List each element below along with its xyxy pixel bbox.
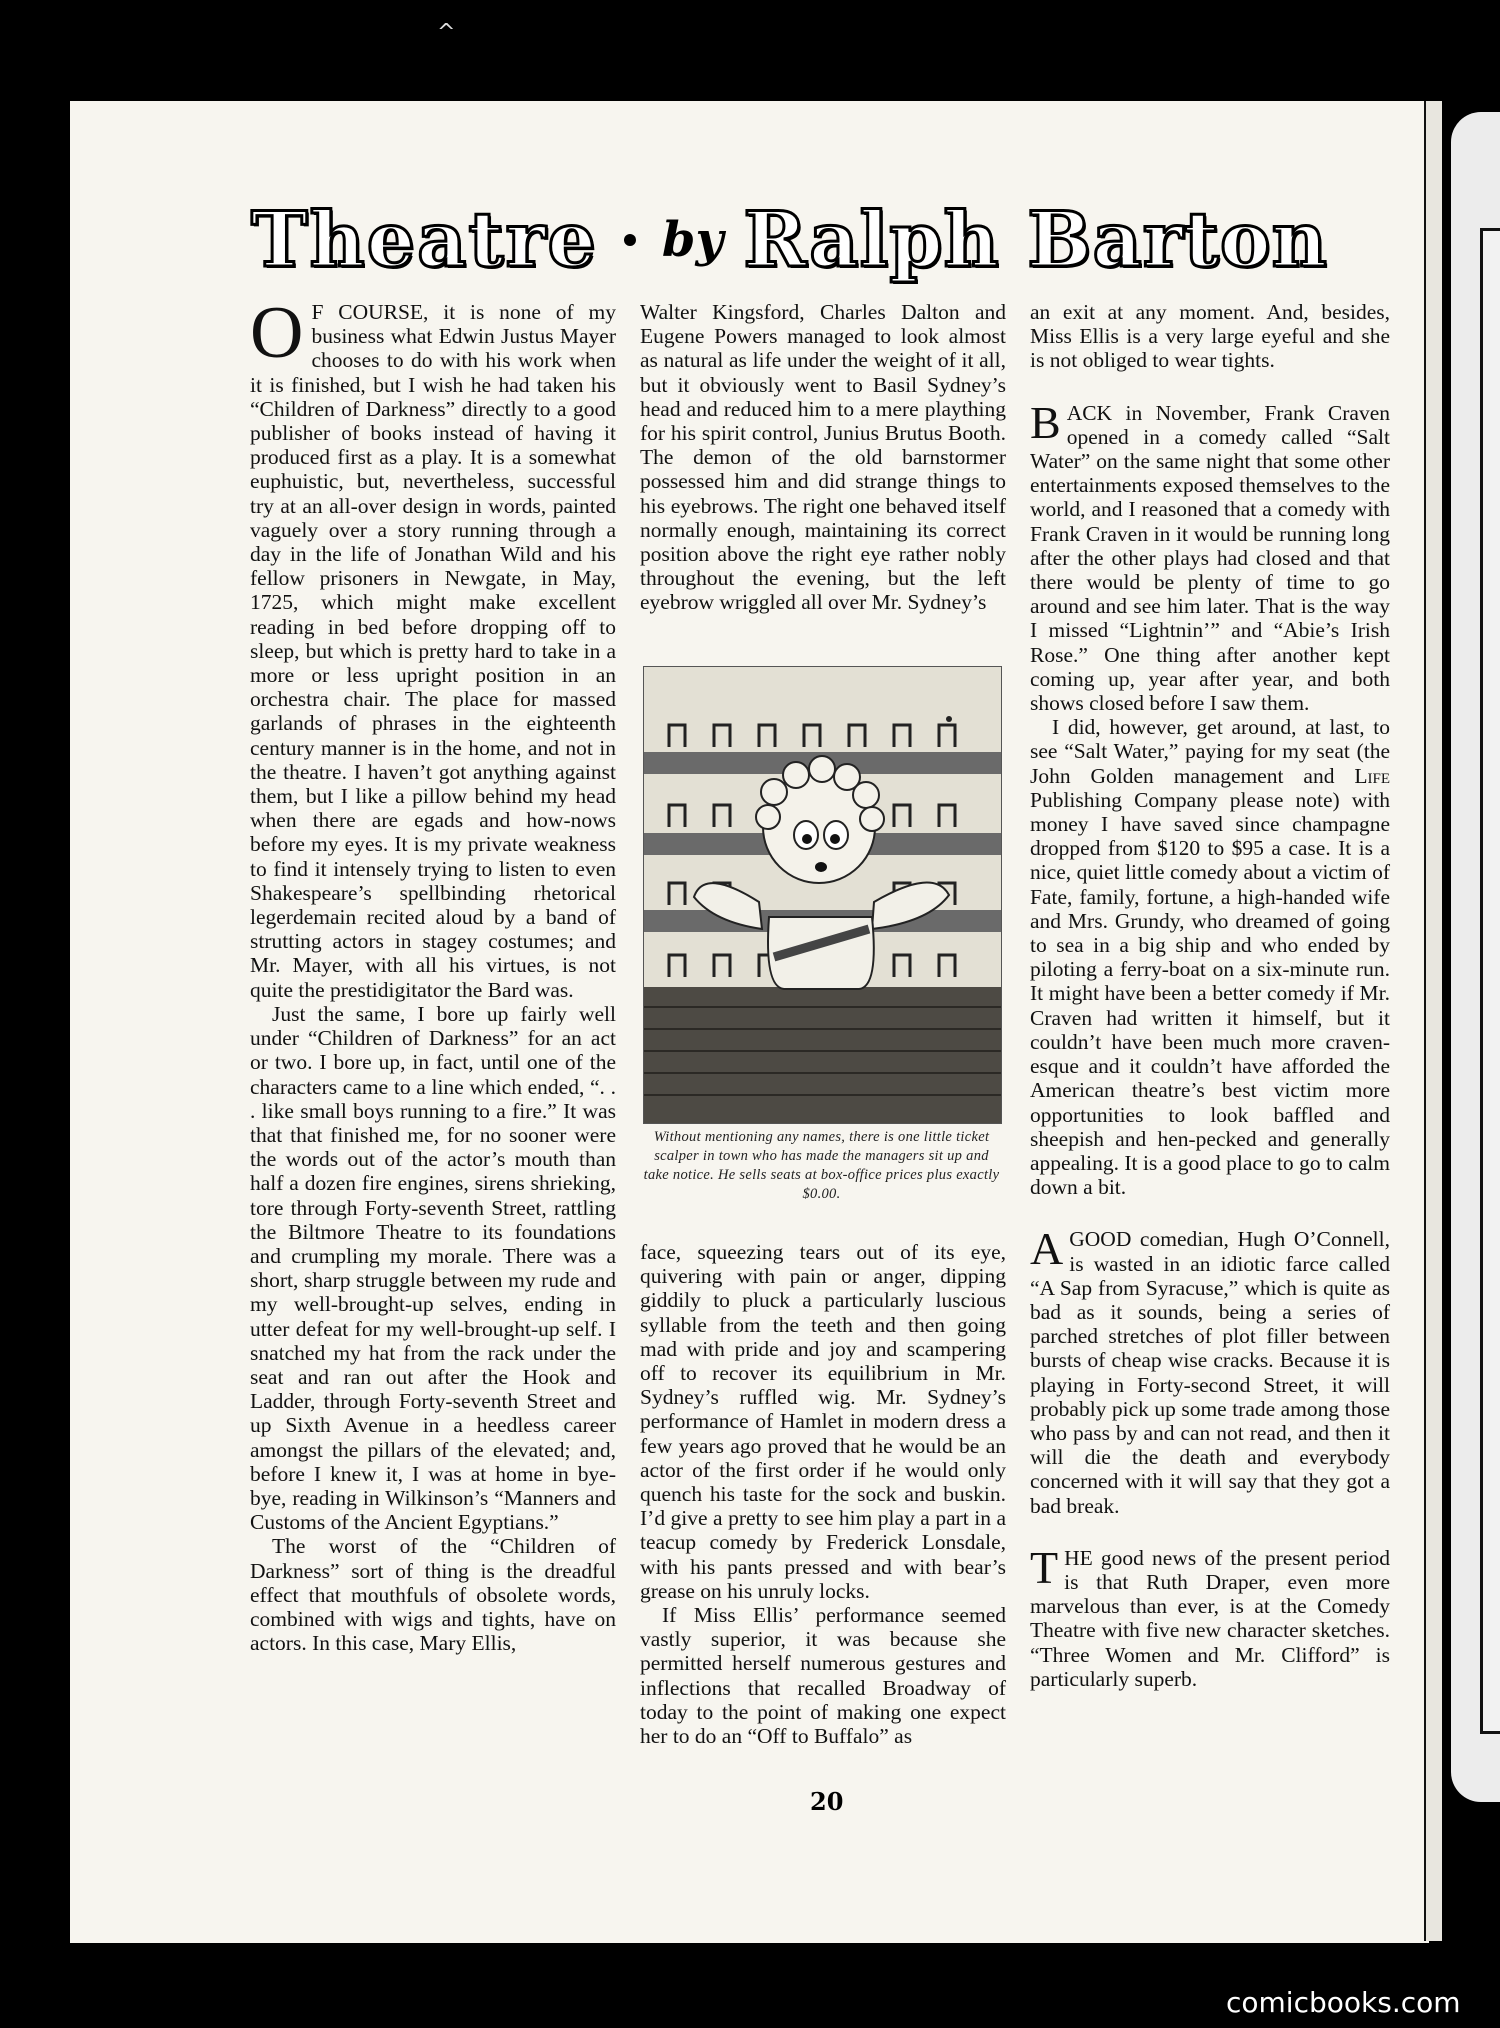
site-watermark: comicbooks.com <box>1226 1986 1461 2019</box>
column-2-bottom <box>640 1240 1006 1748</box>
paragraph: O F COURSE, it is none of my business what Edwin Justus Mayer chooses to do with his work when it is finished, but I wish he had taken his “Children of Darkness” directly to a good publisher of books instead of having it produced first as a play. It is a somewhat euphuistic, but, nevertheless, successful try at an all-over design in words, painted vaguely over a story running through a day in the life of Jonathan Wild and his fellow prisoners in Newgate, in May, 1725, which might make excellent reading in bed before dropping off to sleep, but which is pretty hard to take in a more or less upright position in an orchestra chair. The place for massed garlands of phrases in the eighteenth century manner is in the home, and not in the theatre. I haven’t got anything against them, but I like a pillow behind my head when there are egads and how-nows before my eyes. It is my private weakness to find it intensely trying to listen to even Shakespeare’s spellbinding rhetorical legerdemain recited aloud by a band of strutting actors in stagey costumes; and Mr. Mayer, with all his virtues, is not quite the prestidigitator the Bard was. <box>250 292 616 1002</box>
column-1 <box>250 292 616 1656</box>
magazine-name: Life <box>1354 763 1390 788</box>
paragraph: I did, however, get around, at last, to see “Salt Water,” paying for my seat (the John Golden management and Life Publishing Company please note) with money I have saved since champagne dropped from $120 to $95 a case. It is a nice, quiet little comedy about a victim of Fate, family, fortune, a high-handed wife and Mrs. Grundy, who dreamed of going to sea in a big ship and who ended by piloting a ferry-boat on a six-minute run. It might have been a better comedy if Mr. Craven had written it himself, but it couldn’t have been much more craven-esque and it couldn’t have afforded the American theatre’s best victim more opportunities to look baffled and sheepish and hen-pecked and generally appealing. It is a good place to go to calm down a bit. <box>1030 715 1390 1200</box>
paragraph: The worst of the “Children of Darkness” sort of thing is the dreadful effect that mouthfuls of obsolete words, combined with wigs and tights, have on actors. In this case, Mary Ellis, <box>250 1534 616 1656</box>
byline-prefix: by <box>661 212 724 268</box>
page-number: 20 <box>810 1787 844 1816</box>
title-separator-dot <box>624 234 636 246</box>
illustration-caption: Without mentioning any names, there is one little ticket scalper in town who has made the managers sit up and take notice. He sells seats at box-office prices plus exactly $0.00. <box>643 1129 1000 1202</box>
drop-cap: B <box>1030 396 1061 448</box>
paragraph: BACK in November, Frank Craven opened in a comedy called “Salt Water” on the same night that some other entertainments exposed themselves to the world, and I reasoned that a comedy with Frank Craven in it would be running long after the other plays had closed and that there would be plenty of time to go around and see him later. That is the way I missed “Lightnin’” and “Abie’s Irish Rose.” One thing after another kept coming up, year after year, and both shows closed before I saw them. <box>1030 396 1390 716</box>
paragraph: If Miss Ellis’ performance seemed vastly superior, it was because she permitted herself numerous gestures and inflections that recalled Broadway of today to the point of making one expect her to do an “Off to Buffalo” as <box>640 1603 1006 1749</box>
paragraph: Just the same, I bore up fairly well under “Children of Darkness” for an act or two. I bore up, in fact, until one of the characters came to a line which ended, “. . . like small boys running to a fire.” It was that that finished me, for no sooner were the words out of the actor’s mouth than half a dozen fire engines, sirens shrieking, tore through Forty-seventh Street, rattling the Biltmore Theatre to its foundations and crumpling my morale. There was a short, sharp struggle between my rude and my well-brought-up selves, ending in utter defeat for my well-brought-up self. I snatched my hat from the rack under the seat and ran out after the Hook and Ladder, through Forty-seventh Street and up Sixth Avenue in a heedless career amongst the pillars of the elevated; and, before I knew it, I was at home in bye-bye, reading in Wilkinson’s “Manners and Customs of the Ancient Egyptians.” <box>250 1001 616 1535</box>
paragraph: THE good news of the present period is that Ruth Draper, even more marvelous than ever, is at the Comedy Theatre with five new character sketches. “Three Women and Mr. Clifford” is particularly superb. <box>1030 1541 1390 1691</box>
paragraph: an exit at any moment. And, besides, Miss Ellis is a very large eyeful and she is not obliged to wear tights. <box>1030 300 1390 373</box>
article-header <box>251 195 1351 284</box>
page-gutter <box>1424 101 1442 1941</box>
paragraph: AGOOD comedian, Hugh O’Connell, is wasted in an idiotic farce called “A Sap from Syracuse,” which is quite as bad as it sounds, being a series of parched stretches of plot filler between bursts of cheap wise cracks. Because it is playing in Forty-second Street, it will probably pick up some trade among those who pass by and can not read, and then it will die the death and everybody concerned with it will say that they got a bad break. <box>1030 1223 1390 1518</box>
paragraph: face, squeezing tears out of its eye, quivering with pain or anger, dipping giddily to pluck a particularly luscious syllable from the teeth and then going mad with pride and joy and scampering off to recover its equilibrium in Mr. Sydney’s ruffled wig. Mr. Sydney’s performance of Hamlet in modern dress a few years ago proved that he would be an actor of the first order if he would only quench his taste for the sock and buskin. I’d give a pretty to see him play a part in a teacup comedy by Frederick Lonsdale, with his pants pressed and with bear’s grease on his unruly locks. <box>640 1240 1006 1603</box>
article-author: Ralph Barton <box>743 195 1328 284</box>
drop-cap: O <box>250 292 304 374</box>
drop-cap: T <box>1030 1541 1059 1593</box>
column-2-top <box>640 300 1006 615</box>
drop-cap: A <box>1030 1223 1064 1275</box>
article-title: Theatre <box>251 195 598 284</box>
scan-mark: ^ <box>437 20 456 45</box>
adjacent-page-edge <box>1451 112 1500 1802</box>
column-3 <box>1030 300 1390 1691</box>
illustration-drawing <box>644 667 1001 1123</box>
cartoon-illustration <box>643 666 1002 1124</box>
paragraph: Walter Kingsford, Charles Dalton and Eugene Powers managed to look almost as natural as life under the weight of it all, but it obviously went to Basil Sydney’s head and reduced him to a mere plaything for his spirit control, Junius Brutus Booth. The demon of the old barnstormer possessed him and did strange things to his eyebrows. The right one behaved itself normally enough, maintaining its correct position above the right eye rather nobly throughout the evening, but the left eyebrow wriggled all over Mr. Sydney’s <box>640 300 1006 615</box>
